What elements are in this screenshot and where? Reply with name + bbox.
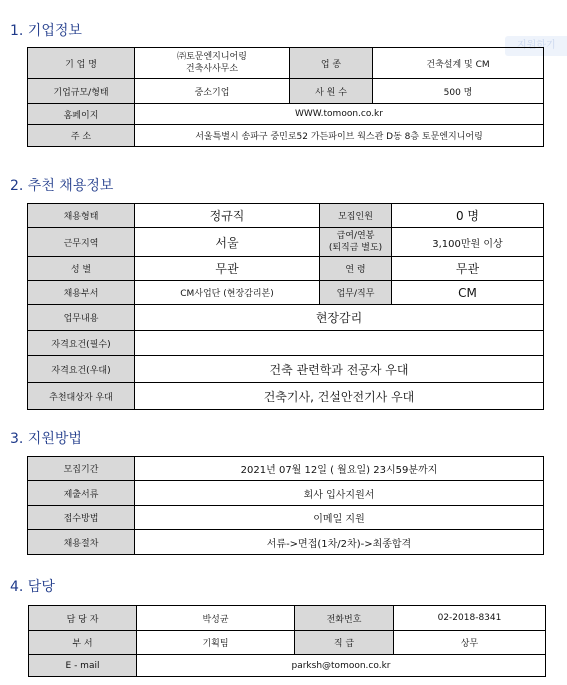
referral-preference-label: 추천대상자 우대 [28, 383, 135, 410]
duty-value: CM [392, 281, 544, 305]
documents-label: 제출서류 [28, 481, 135, 506]
contact-info-table [28, 605, 546, 677]
homepage-label: 홈페이지 [28, 104, 135, 125]
industry-label: 업 종 [290, 48, 373, 79]
referral-preference-value: 건축기사, 건설안전기사 우대 [135, 383, 544, 410]
hiring-process-value: 서류->면접(1차/2차)->최종합격 [135, 530, 544, 555]
employees-value: 500 명 [373, 79, 544, 104]
rank-label: 직 급 [295, 631, 394, 655]
work-location-value: 서울 [135, 228, 320, 257]
section-title-contact: 4. 담당 [10, 579, 55, 595]
phone-value: 02-2018-8341 [394, 606, 546, 631]
salary-value: 3,100만원 이상 [392, 228, 544, 257]
recruit-info-table [27, 203, 544, 410]
address-value: 서울특별시 송파구 중민로52 가든파이브 웍스관 D동 8층 토문엔지니어링 [135, 125, 544, 147]
salary-label [320, 228, 392, 257]
company-name-line1: ㈜토문엔지니어링 [177, 52, 247, 62]
address-label: 주 소 [28, 125, 135, 147]
application-method-label: 접수방법 [28, 506, 135, 530]
apply-info-table [27, 456, 544, 555]
required-qualification-value [135, 331, 544, 356]
section-title-recruit: 2. 추천 채용정보 [10, 178, 114, 194]
work-location-label: 근무지역 [28, 228, 135, 257]
employees-label: 사 원 수 [290, 79, 373, 104]
required-qualification-label: 자격요건(필수) [28, 331, 135, 356]
section-title-apply: 3. 지원방법 [10, 431, 82, 447]
age-label: 연 령 [320, 257, 392, 281]
hiring-process-label: 채용절차 [28, 530, 135, 555]
homepage-value[interactable]: WWW.tomoon.co.kr [135, 104, 544, 125]
headcount-value: 0 명 [392, 204, 544, 228]
company-size-label: 기업규모/형태 [28, 79, 135, 104]
rank-value: 상무 [394, 631, 546, 655]
application-method-value: 이메일 지원 [135, 506, 544, 530]
email-label: E - mail [29, 655, 137, 677]
headcount-label: 모집인원 [320, 204, 392, 228]
company-size-value: 중소기업 [135, 79, 290, 104]
work-content-value: 현장감리 [135, 305, 544, 331]
contact-person-value: 박성균 [137, 606, 295, 631]
contact-dept-value: 기획팀 [137, 631, 295, 655]
salary-label-line2: (퇴직금 별도) [328, 243, 383, 253]
employment-type-label: 채용형태 [28, 204, 135, 228]
gender-label: 성 별 [28, 257, 135, 281]
duty-label: 업무/직무 [320, 281, 392, 305]
company-name-value [135, 48, 290, 79]
company-name-line2: 건축사사무소 [185, 64, 239, 74]
salary-label-line1: 급여/연봉 [336, 231, 375, 241]
preferred-qualification-value: 건축 관련학과 전공자 우대 [135, 356, 544, 383]
employment-type-value: 정규직 [135, 204, 320, 228]
documents-value: 회사 입사지원서 [135, 481, 544, 506]
company-name-label: 기 업 명 [28, 48, 135, 79]
department-label: 채용부서 [28, 281, 135, 305]
preferred-qualification-label: 자격요건(우대) [28, 356, 135, 383]
phone-label: 전화번호 [295, 606, 394, 631]
section-title-company: 1. 기업정보 [10, 23, 82, 39]
company-info-table [27, 47, 544, 147]
contact-person-label: 담 당 자 [29, 606, 137, 631]
apply-button[interactable]: 지원하기 [505, 36, 567, 56]
email-value[interactable]: parksh@tomoon.co.kr [137, 655, 546, 677]
department-value: CM사업단 (현장감리본) [135, 281, 320, 305]
work-content-label: 업무내용 [28, 305, 135, 331]
contact-dept-label: 부 서 [29, 631, 137, 655]
gender-value: 무관 [135, 257, 320, 281]
period-label: 모집기간 [28, 457, 135, 481]
industry-value: 건축설계 및 CM [373, 48, 544, 79]
period-value: 2021년 07월 12일 ( 월요일) 23시59분까지 [135, 457, 544, 481]
age-value: 무관 [392, 257, 544, 281]
